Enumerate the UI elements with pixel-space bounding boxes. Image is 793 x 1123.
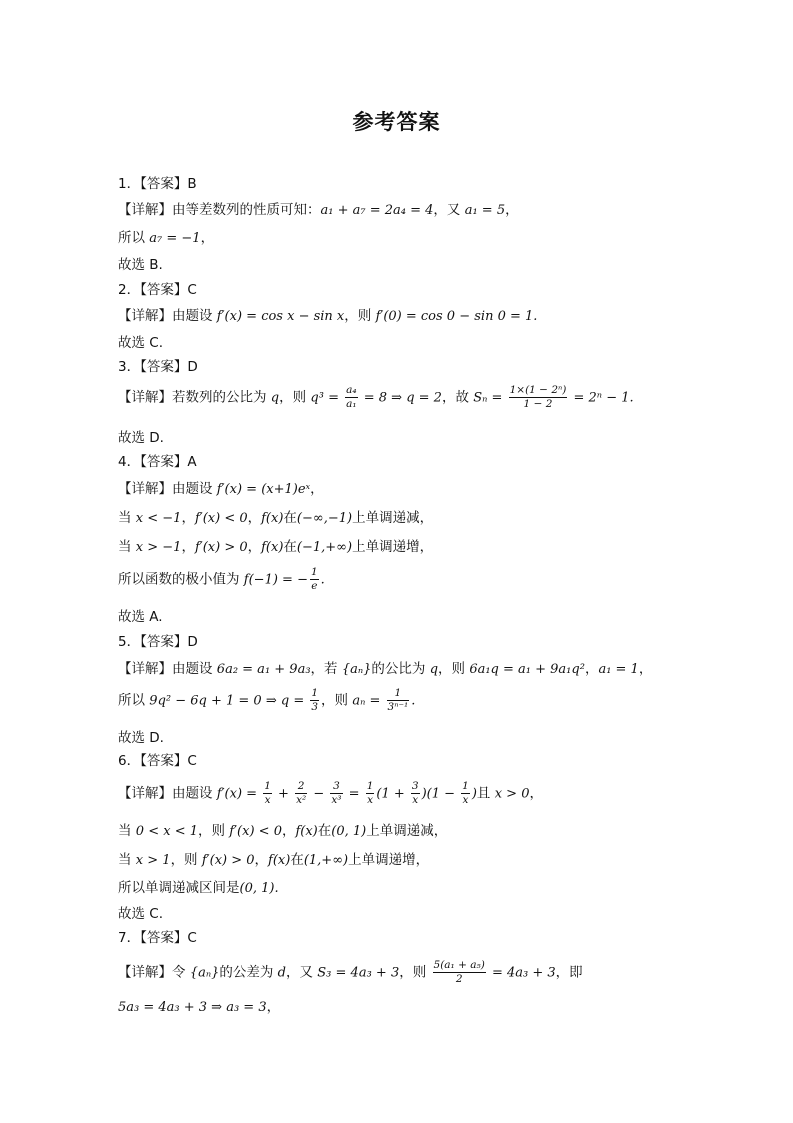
detail-line: 所以 9q² − 6q + 1 = 0 ⇒ q = $\frac{1}{3}$ ，则 aₙ = $\frac{1}{\text{3ⁿ⁻¹}}$ . xyxy=(118,687,416,713)
fraction: $\frac{1}{e}$ xyxy=(310,566,318,592)
answer-line: 4．【答案】A xyxy=(118,454,197,470)
fraction: $\frac{3}{x}$ xyxy=(411,780,419,806)
fraction: $\frac{1}{x}$ xyxy=(462,780,469,806)
choice-line: 故选 C. xyxy=(118,906,164,922)
choice-line: 故选 B. xyxy=(118,257,163,273)
detail-line: 当 0 < x < 1，则 f′(x) < 0，f(x)在(0, 1)上单调递减， xyxy=(118,823,448,839)
answer-line: 1．【答案】B xyxy=(118,176,197,192)
detail-line: 【详解】若数列的公比为 q，则 q³ = $\frac{\text{a₄}}{\text{a₁}}$ = 8 ⇒ q = 2，故 Sₙ = $\frac{\text{1×(1 − 2ⁿ)}}{1 - 2}$ = 2ⁿ − 1. xyxy=(118,384,634,410)
choice-line: 故选 C. xyxy=(118,335,164,351)
detail-line: 当 x > 1，则 f′(x) > 0，f(x)在(1,+∞)上单调递增， xyxy=(118,852,430,868)
choice-line: 故选 A. xyxy=(118,609,163,625)
answer-line: 3．【答案】D xyxy=(118,359,198,375)
fraction: $\frac{1}{\text{3ⁿ⁻¹}}$ xyxy=(387,687,409,713)
fraction: $\frac{1}{x}$ xyxy=(264,780,271,806)
choice-line: 故选 D. xyxy=(118,430,164,446)
choice-line: 故选 D. xyxy=(118,730,164,746)
detail-line: 所以 a₇ = −1， xyxy=(118,230,215,246)
detail-line: 【详解】由题设 f′(x) = $\frac{1}{x}$ + $\frac{2}{\text{x²}}$ − $\frac{3}{\text{x³}}$ = $\frac{1}{x}$ (1 + $\frac{3}{x}$ )(1 − $\frac{1}{x}$ )且 x > 0， xyxy=(118,780,543,806)
detail-line: 5a₃ = 4a₃ + 3 ⇒ a₃ = 3， xyxy=(118,999,281,1015)
detail-line: 所以函数的极小值为 f(−1) = − $\frac{1}{e}$ . xyxy=(118,566,325,592)
fraction: $\frac{1}{x}$ xyxy=(366,780,374,806)
detail-line: 所以单调递减区间是(0, 1). xyxy=(118,880,279,896)
fraction: $\frac{\text{5(a₁ + a₅)}}{2}$ xyxy=(433,959,485,985)
fraction: $\frac{\text{a₄}}{\text{a₁}}$ xyxy=(346,384,357,410)
detail-line: 【详解】由等差数列的性质可知：a₁ + a₇ = 2a₄ = 4，又 a₁ = 5， xyxy=(118,202,519,218)
answer-line: 5．【答案】D xyxy=(118,634,198,650)
fraction: $\frac{3}{\text{x³}}$ xyxy=(331,780,342,806)
fraction: $\frac{2}{\text{x²}}$ xyxy=(296,780,307,806)
fraction: $\frac{\text{1×(1 − 2ⁿ)}}{1 - 2}$ xyxy=(509,384,567,410)
detail-line: 【详解】由题设 6a₂ = a₁ + 9a₃，若 {aₙ}的公比为 q，则 6a₁q = a₁ + 9a₁q²，a₁ = 1， xyxy=(118,661,653,677)
fraction: $\frac{1}{3}$ xyxy=(311,687,319,713)
detail-line: 【详解】令 {aₙ}的公差为 d，又 S₃ = 4a₃ + 3，则 $\frac{\text{5(a₁ + a₅)}}{2}$ = 4a₃ + 3，即 xyxy=(118,959,583,985)
detail-line: 当 x > −1，f′(x) > 0，f(x)在(−1,+∞)上单调递增， xyxy=(118,539,434,555)
page-title: 参考答案 xyxy=(352,110,441,134)
detail-line: 【详解】由题设 f′(x) = (x+1)eˣ， xyxy=(118,481,324,497)
answer-line: 6．【答案】C xyxy=(118,753,197,769)
detail-line: 当 x < −1，f′(x) < 0，f(x)在(−∞,−1)上单调递减， xyxy=(118,510,434,526)
answer-line: 7．【答案】C xyxy=(118,930,197,946)
detail-line: 【详解】由题设 f′(x) = cos x − sin x，则 f′(0) = cos 0 − sin 0 = 1. xyxy=(118,308,538,324)
answer-line: 2．【答案】C xyxy=(118,282,197,298)
